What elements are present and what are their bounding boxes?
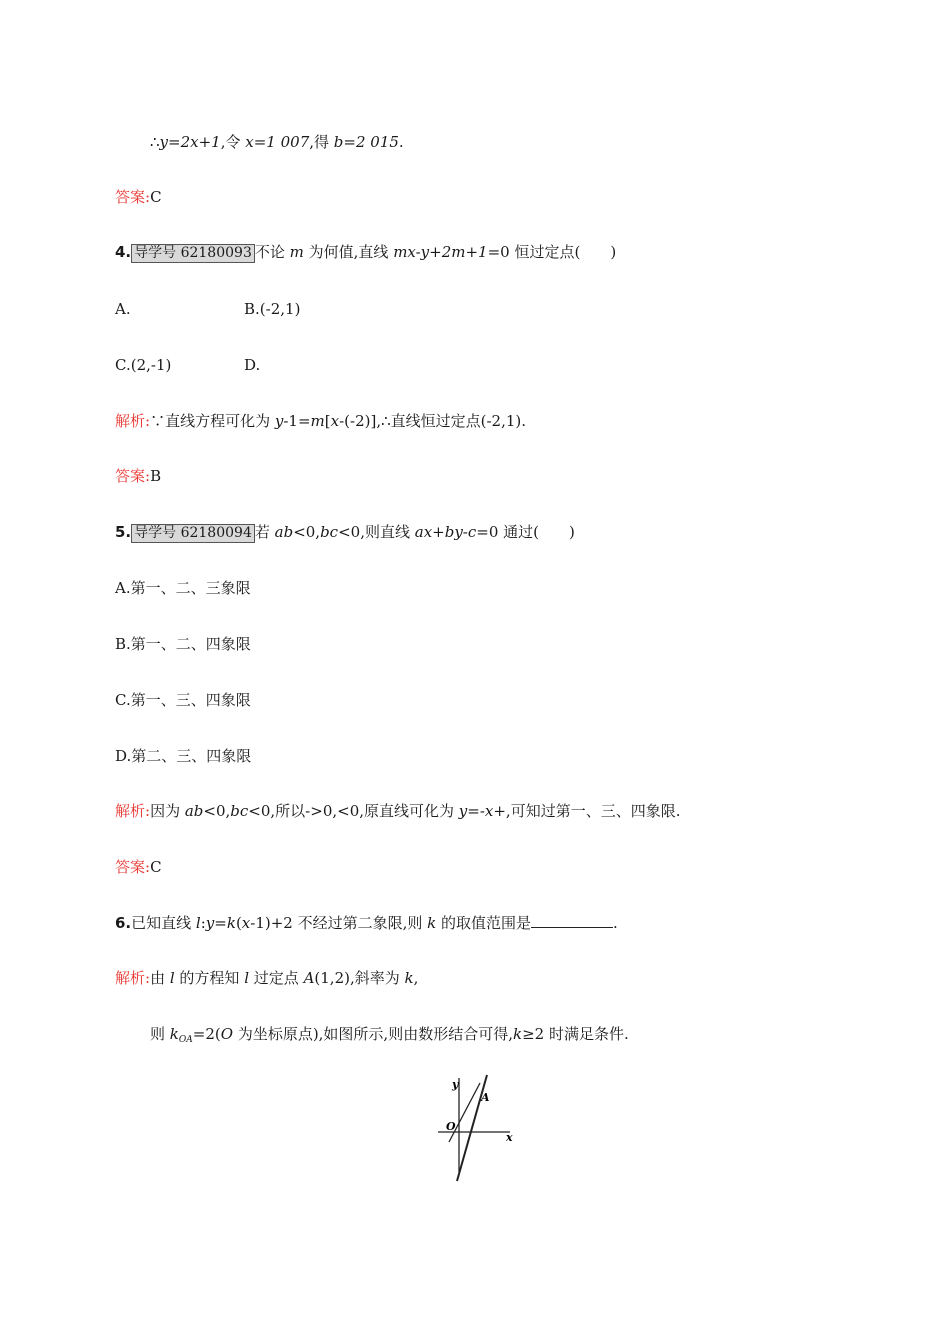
text: 过定点 [249,969,304,987]
var-k: k [427,914,437,932]
therefore-symbol: ∴ [150,133,160,151]
text: [ [324,412,331,430]
option-5d [115,746,251,766]
y-axis-label: y [452,1078,459,1091]
option-4c [115,355,171,375]
option-text: B.(-2,1) [244,300,301,318]
text: (1,2),斜率为 [314,969,405,987]
text: <0,则直线 [338,523,415,541]
option-4b [244,299,300,319]
text: 不论 [254,243,290,261]
origin-label: O [446,1120,456,1133]
text: , [413,969,419,987]
equation: y=k [205,914,236,932]
answer-blank[interactable] [531,913,613,928]
question-number: 6. [115,914,132,932]
solution-label: 解析: [115,969,151,987]
text: <0,所以->0,<0,原直线可化为 [248,802,459,820]
text: : [200,914,206,932]
coordinate-figure [430,1070,525,1185]
text: 因为 [150,802,185,820]
text: 由 [150,969,170,987]
var-bc: bc [320,523,339,541]
solution-label: 解析: [115,802,151,820]
var-l: l [195,914,201,932]
text: 为坐标原点),如图所示,则由数形结合可得, [233,1025,513,1043]
text: ∵直线方程可化为 [150,412,275,430]
equation: mx-y+2m+1 [393,243,488,261]
equation: y=-x+ [458,802,506,820]
text: 为何值,直线 [303,243,394,261]
text: 的方程知 [174,969,245,987]
option-text: D. [244,356,261,374]
var-k: k [404,969,414,987]
option-text: D.第二、三、四象限 [115,747,252,765]
text: <0, [293,523,321,541]
text: -(-2)],∴直线恒过定点(-2,1). [339,412,527,430]
answer-value: C [150,188,162,206]
solution-line-3-end [150,132,404,152]
text: . [398,133,404,151]
text: -1)+2 不经过第二象限,则 [250,914,428,932]
point-a: A [303,969,315,987]
text: 若 [254,523,275,541]
var-m: m [310,412,325,430]
solution-6-continued [150,1024,629,1047]
equation: ax+by-c [414,523,477,541]
var-x: x [330,412,340,430]
var-bc: bc [230,802,249,820]
point-a-label: A [481,1091,490,1104]
text: 的取值范围是 [436,914,532,932]
var-y: y [274,412,284,430]
question-number: 5. [115,523,132,541]
var-k: k [169,1025,179,1043]
question-4 [115,242,616,263]
text: ,可知过第一、三、四象限. [505,802,681,820]
var-ab: ab [184,802,204,820]
text: -1= [283,412,311,430]
var-k: k [512,1025,523,1043]
guide-number-tag[interactable]: 导学号 62180094 [131,524,255,543]
solution-5 [115,801,680,821]
option-5a [115,578,251,598]
option-4d [244,355,260,375]
guide-number-tag[interactable]: 导学号 62180093 [131,244,255,263]
solution-6 [115,968,418,988]
text: . [613,914,618,932]
option-text: A. [115,300,131,318]
text: =0 通过( ) [476,523,575,541]
b-value: b=2 015 [333,133,399,151]
answer-value: C [150,858,162,876]
text: 已知直线 [131,914,196,932]
var-m: m [289,243,304,261]
answer-4 [115,466,161,486]
question-6 [115,913,618,933]
answer-label: 答案: [115,467,151,485]
answer-label: 答案: [115,188,151,206]
text: 则 [150,1025,170,1043]
origin-o: O [220,1025,234,1043]
option-text: A.第一、二、三象限 [115,579,251,597]
text: <0, [203,802,231,820]
x-axis-label: x [506,1131,513,1144]
option-text: C.(2,-1) [115,356,172,374]
option-5b [115,634,251,654]
answer-3 [115,187,162,207]
var-l: l [244,969,250,987]
text: =2( [192,1025,221,1043]
answer-5 [115,857,162,877]
text: ( [235,914,242,932]
text: =0 恒过定点( ) [487,243,617,261]
x-value: x=1 007 [245,133,310,151]
option-5c [115,690,251,710]
text: ≥2 时满足条件. [522,1025,629,1043]
solution-label: 解析: [115,412,151,430]
question-5 [115,522,575,543]
text: ,令 [220,133,246,151]
answer-value: B [150,467,162,485]
question-number: 4. [115,243,132,261]
subscript: OA [178,1035,193,1045]
solution-4 [115,411,526,431]
answer-label: 答案: [115,858,151,876]
var-x: x [241,914,251,932]
text: ,得 [309,133,334,151]
option-4a [115,299,131,319]
option-text: B.第一、二、四象限 [115,635,251,653]
option-text: C.第一、三、四象限 [115,691,251,709]
var-ab: ab [274,523,294,541]
equation: y=2x+1 [159,133,221,151]
var-l: l [169,969,175,987]
